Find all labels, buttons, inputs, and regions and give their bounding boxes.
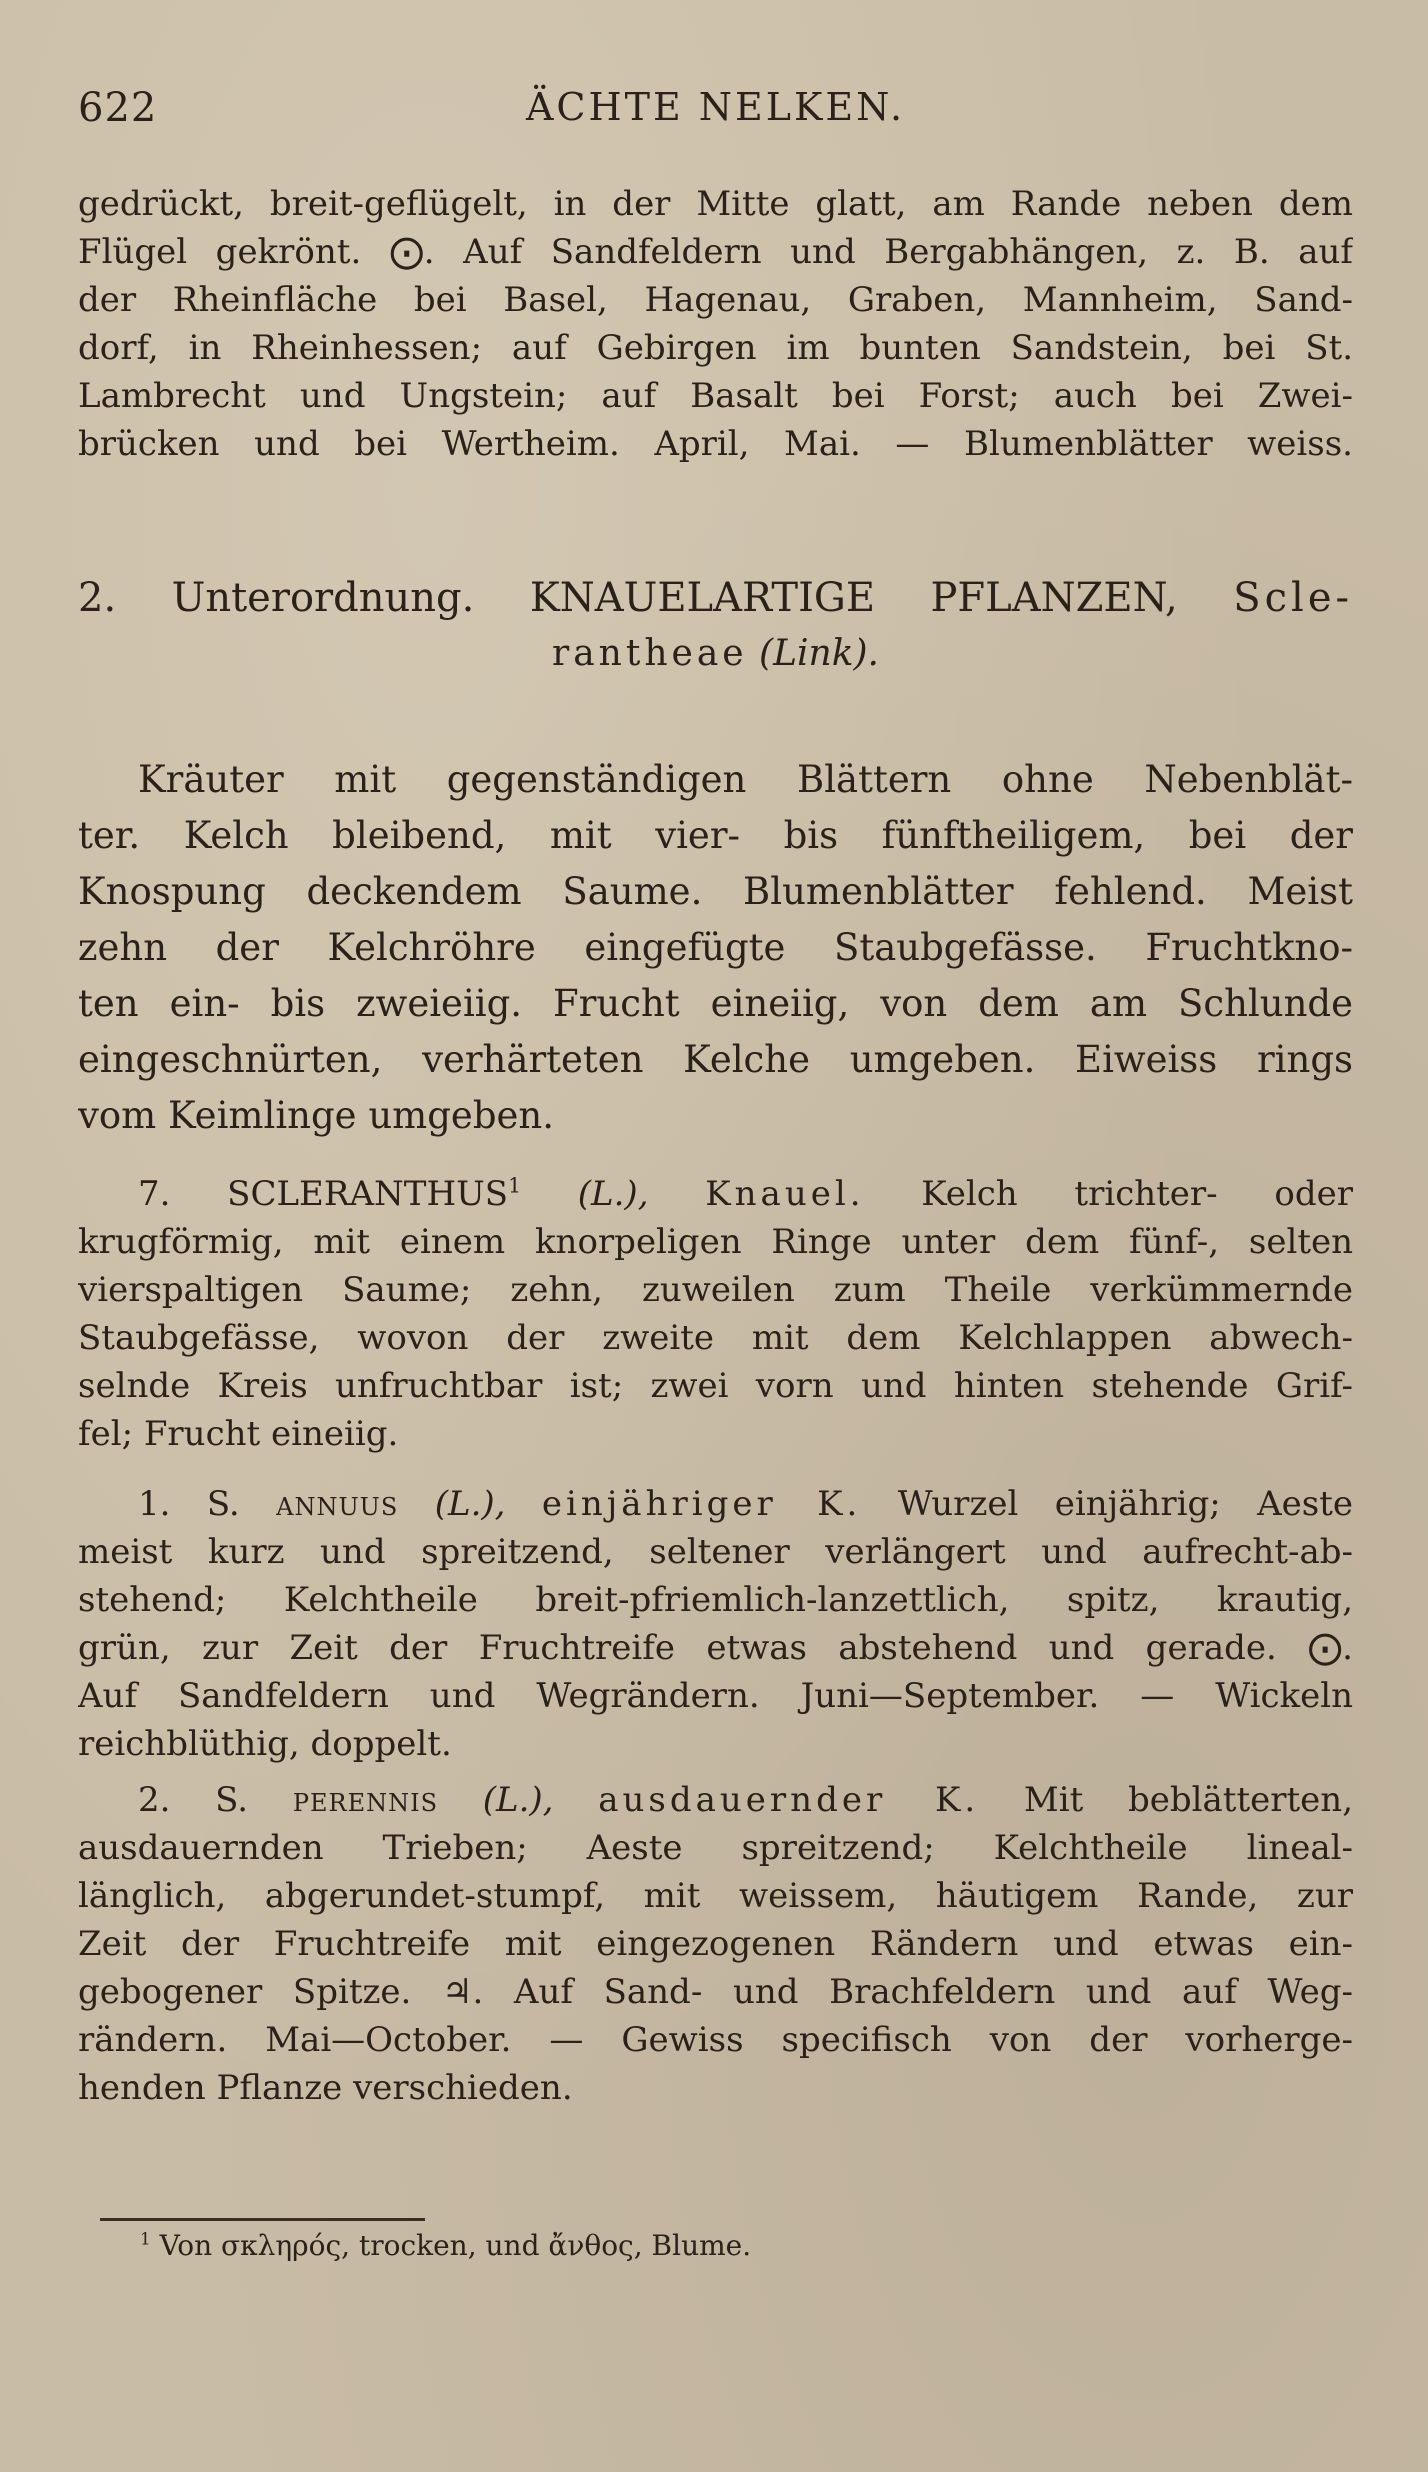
text-line: krugförmig, mit einem knorpeligen Ringe unter dem fünf-, selten [78,1222,1353,1262]
footnote-number: 1 [140,2228,151,2249]
species-text: Mit beblätterten, [1023,1780,1353,1820]
text-line: Staubgefässe, wovon der zweite mit dem Kelchlappen abwech- [78,1318,1353,1358]
running-head: ÄCHTE NELKEN. [525,85,906,129]
text-line: Auf Sandfeldern und Wegrändern. Juni—September. — Wickeln [78,1676,1353,1716]
suborder-prefix: 2. Unterordnung. [78,575,475,621]
species-author: (L.), [482,1780,554,1820]
footnote-rule [100,2218,425,2221]
footnote-mark: 1 [508,1173,522,1198]
species-entry-annuus [78,1480,1353,1768]
suborder-heading [78,570,1353,682]
suborder-latin-name: rantheae [552,633,748,674]
species-entry-perennis [78,1776,1353,2112]
suborder-line-2 [78,626,1353,682]
text-line: fel; Frucht eineiig. [78,1414,399,1454]
text-line: gebogener Spitze. ♃. Auf Sand- und Brachfeldern und auf Weg- [78,1972,1353,2012]
suborder-line-1 [78,570,1353,626]
species-common-name: ausdauernder K. [598,1780,980,1820]
text-line: Lambrecht und Ungstein; auf Basalt bei Forst; auch bei Zwei- [78,376,1353,416]
genus-entry [78,1170,1353,1458]
text-line: reichblüthig, doppelt. [78,1724,452,1764]
text-line: Flügel gekrönt. ⨀. Auf Sandfeldern und Bergabhängen, z. B. auf [78,232,1353,272]
footnote-text: Von σκληρός, trocken, und ἄνθος, Blume. [159,2229,752,2262]
text-line: grün, zur Zeit der Fruchtreife etwas abstehend und gerade. ⨀. [78,1628,1353,1668]
genus-line-1 [78,1170,1353,1218]
top-paragraph [78,180,1353,468]
suborder-title: KNAUELARTIGE PFLANZEN, [529,575,1178,621]
page-number: 622 [78,85,158,131]
suborder-end: Scle- [1233,575,1353,621]
text-line: henden Pflanze verschieden. [78,2068,573,2108]
footnote [140,2222,751,2270]
text-line: meist kurz und spreitzend, seltener verlängert und aufrecht-ab- [78,1532,1353,1572]
text-line: Knospung deckendem Saume. Blumenblätter fehlend. Meist [78,870,1353,913]
genus-text: Kelch trichter- oder [921,1174,1353,1214]
text-line: dorf, in Rheinhessen; auf Gebirgen im bunten Sandstein, bei St. [78,328,1353,368]
text-line: zehn der Kelchröhre eingefügte Staubgefässe. Fruchtkno- [78,926,1353,969]
text-line: brücken und bei Wertheim. April, Mai. — Blumenblätter weiss. [78,424,1353,464]
text-line: Zeit der Fruchtreife mit eingezogenen Rändern und etwas ein- [78,1924,1353,1964]
genus-author: (L.), [577,1174,649,1214]
text-line: ausdauernden Trieben; Aeste spreitzend; Kelchtheile lineal- [78,1828,1353,1868]
text-line: vom Keimlinge umgeben. [78,1094,554,1137]
species-text: Wurzel einjährig; Aeste [897,1484,1353,1524]
text-line: gedrückt, breit-geflügelt, in der Mitte glatt, am Rande neben dem [78,184,1353,224]
genus-common-name: Knauel. [705,1174,865,1214]
species-common-name: einjähriger K. [541,1484,862,1524]
text-line: der Rheinfläche bei Basel, Hagenau, Graben, Mannheim, Sand- [78,280,1353,320]
text-line: selnde Kreis unfruchtbar ist; zwei vorn und hinten stehende Grif- [78,1366,1353,1406]
text-line: länglich, abgerundet-stumpf, mit weissem, häutigem Rande, zur [78,1876,1353,1916]
text-line: rändern. Mai—October. — Gewiss specifisch von der vorherge- [78,2020,1353,2060]
page-header [78,85,1353,145]
species-line-1 [78,1776,1353,1824]
species-author: (L.), [434,1484,506,1524]
text-line: eingeschnürten, verhärteten Kelche umgeben. Eiweiss rings [78,1038,1353,1081]
text-line: ten ein- bis zweieiig. Frucht eineiig, von dem am Schlunde [78,982,1353,1025]
description-paragraph [78,752,1353,1144]
text-line: stehend; Kelchtheile breit-pfriemlich-lanzettlich, spitz, krautig, [78,1580,1353,1620]
species-line-1 [78,1480,1353,1528]
species-number: 2. S. [138,1780,249,1820]
genus-name: 7. SCLERANTHUS [138,1174,509,1214]
species-name: perennis [292,1780,439,1820]
species-name: annuus [276,1484,399,1524]
text-line: ter. Kelch bleibend, mit vier- bis fünftheiligem, bei der [78,814,1353,857]
text-line: Kräuter mit gegenständigen Blättern ohne Nebenblät- [138,758,1353,801]
suborder-author: (Link). [759,633,879,674]
text-line: vierspaltigen Saume; zehn, zuweilen zum Theile verkümmernde [78,1270,1353,1310]
species-number: 1. S. [138,1484,240,1524]
